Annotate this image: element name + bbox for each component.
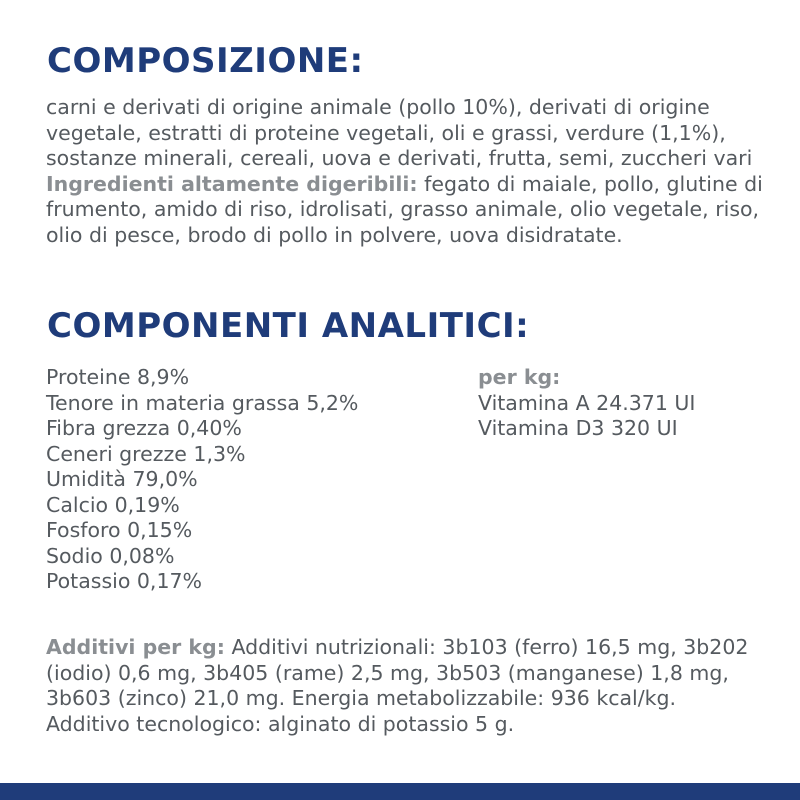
additives-label: Additivi per kg: [46,635,225,659]
vitamin-item: Vitamina A 24.371 UI [478,390,696,415]
analytic-list [46,365,358,595]
per-kg-label: per kg: [478,365,561,389]
composition-text: carni e derivati di origine animale (pollo 10%), derivati di origine vegetale, estratti di proteine vegetali, oli e grassi, verdure (1,1%), sostanze minerali, cereali, uova e derivati, frutta, semi, zuccheri vari [46,95,753,170]
analytic-item: Proteine 8,9% [46,365,190,389]
analytic-item: Calcio 0,19% [46,492,180,517]
analytic-item: Potassio 0,17% [46,569,203,593]
analytic-item: Sodio 0,08% [46,543,175,568]
composition-heading: COMPOSIZIONE: [47,41,364,81]
vitamin-list [478,365,695,442]
analytic-item: Umidità 79,0% [46,467,198,491]
analytic-item: Fosforo 0,15% [46,518,193,542]
composition-paragraph [46,95,786,248]
analytic-item: Tenore in materia grassa 5,2% [46,390,359,415]
digestible-label: Ingredienti altamente digeribili: [46,171,418,196]
additives-paragraph [46,635,766,737]
vitamin-item: Vitamina D3 320 UI [478,416,678,440]
additives-text: Additivi nutrizionali: 3b103 (ferro) 16,5 mg, 3b202 (iodio) 0,6 mg, 3b405 (rame) 2,5 mg, 3b503 (manganese) 1,8 mg, 3b603 (zinco) 21,0 mg. Energia metabolizzabile: 936 kcal/kg. Additivo tecnologico: alginato di potassio 5 g. [46,635,749,736]
analytic-heading: COMPONENTI ANALITICI: [47,306,530,346]
analytic-item: Fibra grezza 0,40% [46,416,242,440]
digestible-text: fegato di maiale, pollo, glutine di frumento, amido di riso, idrolisati, grasso animale, olio vegetale, riso, olio di pesce, brodo di pollo in polvere, uova disidratate. [46,171,763,247]
bottom-bar [0,783,800,800]
analytic-item: Ceneri grezze 1,3% [46,441,246,466]
